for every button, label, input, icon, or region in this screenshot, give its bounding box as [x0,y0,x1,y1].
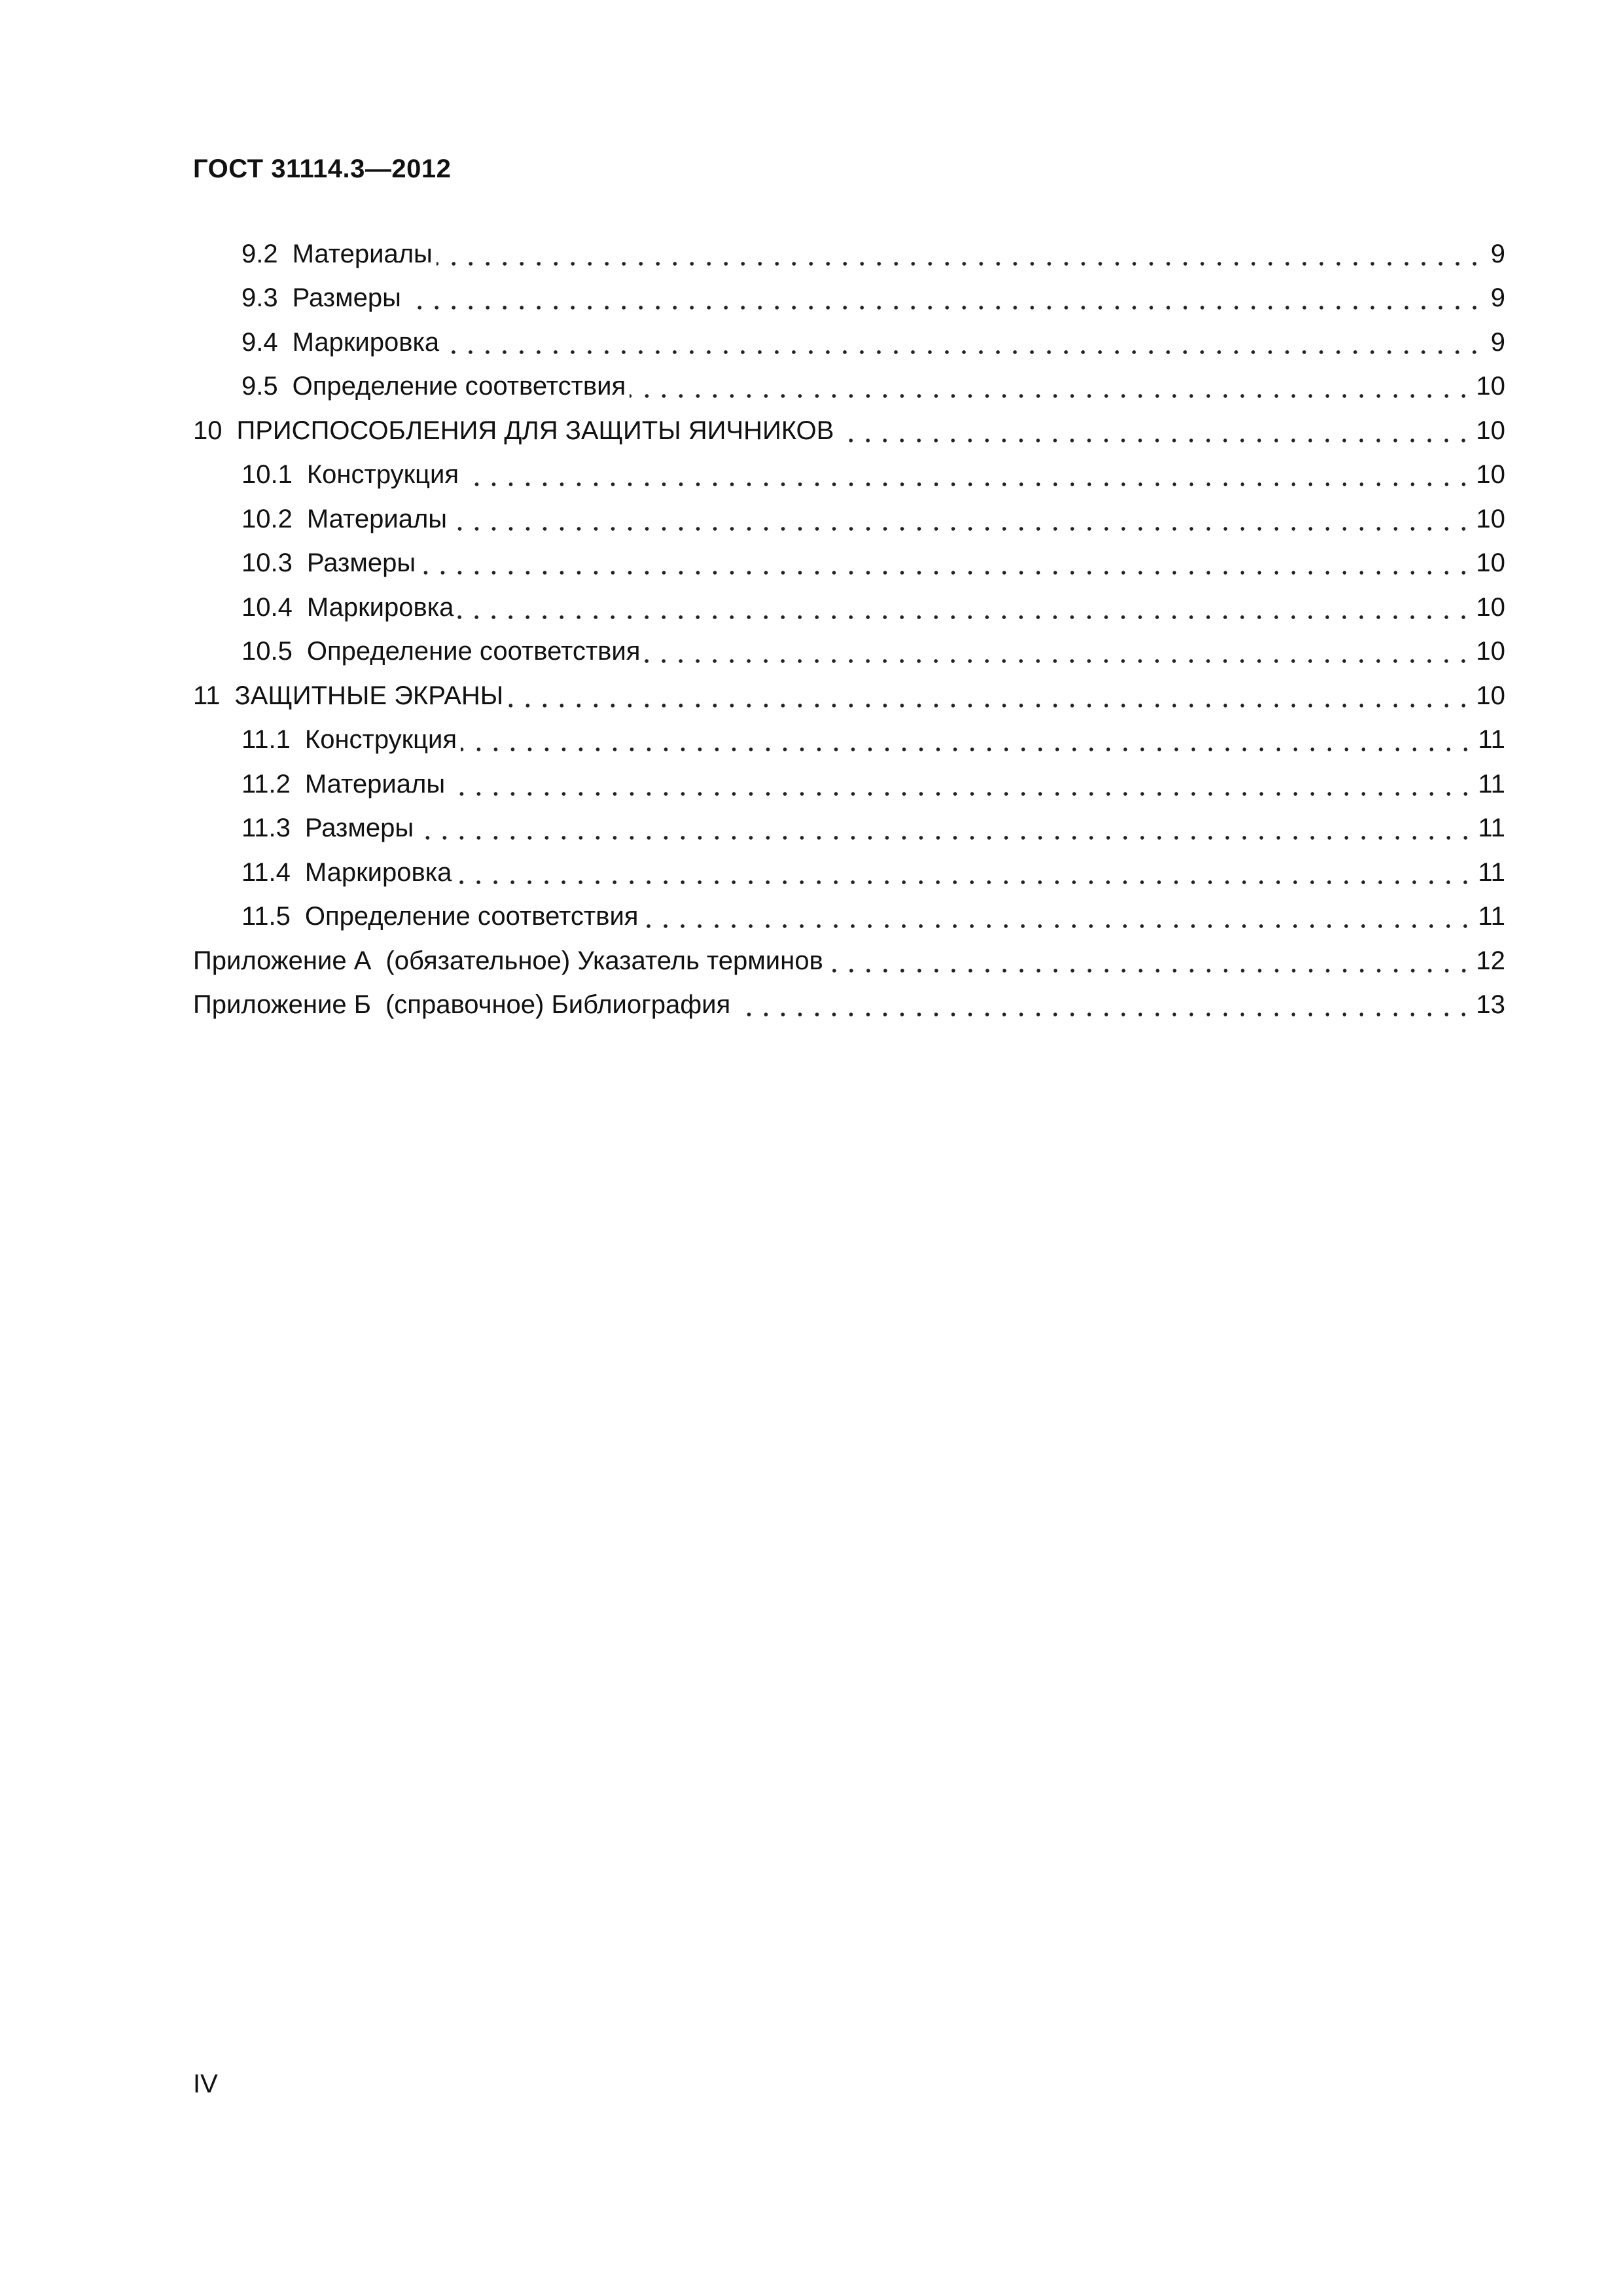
document-header: ГОСТ 31114.3—2012 [193,154,452,183]
toc-entry-title: Маркировка [304,857,452,887]
toc-dot-leader [418,815,1474,841]
toc-entry-title: Конструкция [304,725,457,754]
toc-dot-leader [734,992,1472,1018]
toc-entry-title-block [193,992,730,1024]
toc-entry[interactable] [193,936,1505,980]
toc-entry[interactable] [193,229,1505,274]
toc-entry-number: 11.2 [241,769,291,798]
toc-entry-title: Маркировка [306,592,454,622]
toc-entry-number: 10.2 [241,504,293,533]
toc-entry-number: 10.3 [241,548,293,577]
toc-dot-leader [463,461,1472,488]
toc-entry-page: 11 [1478,902,1505,931]
toc-entry-page: 9 [1490,327,1505,357]
toc-entry-page: 10 [1476,637,1505,666]
toc-dot-leader [451,506,1472,532]
toc-entry[interactable] [193,494,1505,539]
toc-entry-title-block [241,461,459,494]
toc-entry-page: 10 [1476,372,1505,401]
toc-entry-number: 10.4 [241,592,293,622]
toc-dot-leader [457,594,1472,620]
toc-entry-title-block [241,903,638,936]
toc-entry[interactable] [193,759,1505,804]
toc-entry-page: 10 [1476,416,1505,445]
toc-dot-leader [827,948,1472,974]
toc-entry-page: 13 [1476,990,1505,1019]
toc-entry-page: 9 [1490,239,1505,268]
toc-entry-number: 10.5 [241,637,293,666]
toc-entry-title-block [241,329,439,362]
toc-dot-leader [449,771,1474,797]
toc-entry[interactable] [193,317,1505,362]
toc-entry-number: 11.1 [241,725,291,754]
toc-entry-title: ПРИСПОСОБЛЕНИЯ ДЛЯ ЗАЩИТЫ ЯИЧНИКОВ [236,416,834,445]
toc-entry-number: 11.5 [241,902,291,931]
toc-dot-leader [838,418,1472,444]
toc-dot-leader [437,241,1483,267]
toc-entry-title-block [241,859,452,892]
toc-entry[interactable] [193,671,1505,715]
toc-entry-title-block [241,815,414,848]
toc-entry[interactable] [193,539,1505,583]
page-number: IV [193,2070,218,2098]
toc-entry-page: 10 [1476,548,1505,577]
toc-entry[interactable] [193,627,1505,672]
toc-entry-title-block [193,418,834,450]
toc-entry-title: Размеры [306,548,416,577]
toc-entry[interactable] [193,274,1505,318]
toc-dot-leader [461,726,1474,753]
toc-entry-title-block [241,285,401,317]
toc-entry-number: 11.4 [241,857,291,887]
toc-entry-page: 10 [1476,592,1505,622]
toc-entry-title-block [241,373,626,406]
toc-entry-title-block [241,506,447,539]
toc-entry-number: 9.2 [241,239,278,268]
toc-entry-page: 12 [1476,946,1505,975]
toc-entry-page: 10 [1476,504,1505,533]
toc-entry-title: Определение соответствия [306,637,641,666]
toc-dot-leader [507,683,1472,709]
toc-entry[interactable] [193,804,1505,848]
toc-entry-page: 10 [1476,681,1505,710]
toc-dot-leader [642,903,1474,929]
toc-entry-number: 10.1 [241,460,293,489]
toc-entry[interactable] [193,848,1505,892]
toc-entry-title: Конструкция [306,460,459,489]
toc-entry-page: 10 [1476,460,1505,489]
toc-entry-page: 11 [1478,857,1505,887]
toc-dot-leader [455,859,1474,886]
toc-entry-number: 9.3 [241,283,278,312]
toc-entry-title-block [241,241,433,274]
toc-entry-number: Приложение А [193,946,372,975]
toc-entry-title: Определение соответствия [292,372,626,401]
toc-entry-page: 9 [1490,283,1505,312]
toc-entry-title-block [241,594,454,627]
toc-dot-leader [443,329,1483,355]
toc-entry-title: Определение соответствия [304,902,639,931]
toc-entry-page: 11 [1478,769,1505,798]
toc-entry-title-block [193,683,503,715]
toc-entry-title: (обязательное) Указатель терминов [385,946,823,975]
toc-entry-number: Приложение Б [193,990,371,1019]
toc-entry-title: Материалы [304,769,446,798]
table-of-contents [193,229,1505,1024]
toc-entry-title-block [241,550,416,583]
toc-dot-leader [644,638,1472,664]
toc-entry-title: Материалы [306,504,448,533]
toc-dot-leader [630,373,1472,399]
toc-entry-page: 11 [1478,725,1505,754]
toc-entry[interactable] [193,362,1505,406]
toc-entry-title: (справочное) Библиография [385,990,731,1019]
toc-dot-leader [419,550,1472,576]
toc-entry[interactable] [193,892,1505,937]
toc-entry-title: Маркировка [292,327,440,357]
toc-entry-title: ЗАЩИТНЫЕ ЭКРАНЫ [234,681,504,710]
toc-entry-title: Материалы [292,239,433,268]
toc-entry-title: Размеры [304,814,414,842]
toc-entry-title-block [241,638,640,671]
toc-entry[interactable] [193,715,1505,760]
toc-entry[interactable] [193,980,1505,1025]
toc-entry-number: 11 [193,681,221,710]
toc-entry-title-block [241,726,457,759]
toc-entry-number: 10 [193,416,223,445]
toc-entry-title-block [241,771,445,804]
toc-entry-number: 9.5 [241,372,278,401]
toc-dot-leader [405,285,1483,311]
toc-entry[interactable] [193,450,1505,495]
toc-entry-number: 11.3 [241,814,291,842]
toc-entry-number: 9.4 [241,327,278,357]
toc-entry-title-block [193,948,823,980]
toc-entry[interactable] [193,406,1505,450]
toc-entry-page: 11 [1478,814,1505,842]
toc-entry[interactable] [193,583,1505,627]
toc-entry-title: Размеры [292,283,401,312]
